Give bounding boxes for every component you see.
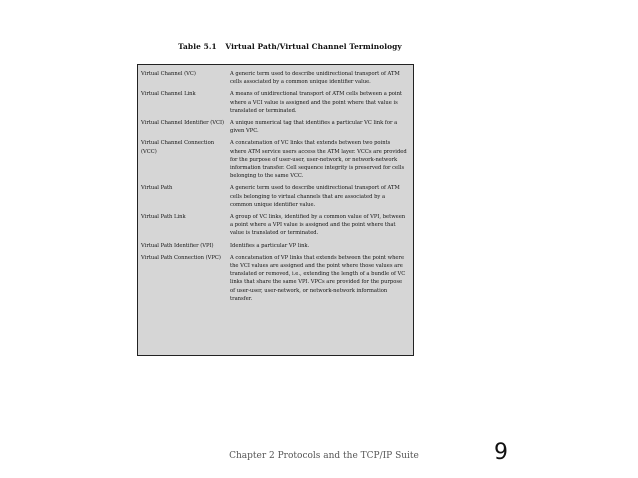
term-cell: Virtual Channel (VC) bbox=[141, 71, 196, 77]
table-rows bbox=[141, 70, 408, 307]
definition-cell: A means of unidirectional transport of ATM cells between a point where a VCI value is assigned and the point where that value is translated or terminated. bbox=[230, 91, 403, 114]
table-number: Table 5.1 bbox=[178, 42, 217, 51]
term-cell: Virtual Path Connection (VPC) bbox=[141, 254, 221, 261]
term-cell: Virtual Channel Connection (VCC) bbox=[141, 140, 215, 155]
definition-cell: Identifies a particular VP link. bbox=[230, 242, 310, 249]
definition-cell: A generic term used to describe unidirectional transport of ATM cells associated by a common unique identifier value. bbox=[230, 71, 400, 86]
definition-cell: A concatenation of VC links that extends between two points where ATM service users access the ATM layer. VCCs are provided for the purpose of user-user, user-network, or network-network information transfer. Cell sequence integrity is preserved for cells belonging to the same VCC. bbox=[230, 140, 407, 180]
chapter-footer: Chapter 2 Protocols and the TCP/IP Suite bbox=[229, 451, 419, 461]
definition-cell: A generic term used to describe unidirectional transport of ATM cells belonging to virtual channels that are associated by a common unique identifier value. bbox=[230, 185, 400, 208]
term-cell: Virtual Path bbox=[141, 185, 173, 192]
table-title bbox=[160, 42, 420, 51]
table-row bbox=[141, 184, 408, 209]
definition-cell: A concatenation of VP links that extends between the point where the VCI values are assigned and the point where those values are translated or removed, i.e., extending the length of a bundle of VC links that share the same VPI. VPCs are provided for the purpose of user-user, user-network, or network-network information transfer. bbox=[230, 254, 406, 302]
table-row bbox=[141, 139, 408, 180]
definition-cell: A unique numerical tag that identifies a particular VC link for a given VPC. bbox=[230, 120, 398, 135]
terminology-table bbox=[137, 64, 414, 356]
definition-cell: A group of VC links, identified by a common value of VPI, between a point where a VPI value is assigned and the point where that value is translated or terminated. bbox=[230, 214, 406, 237]
term-cell: Virtual Path Identifier (VPI) bbox=[141, 242, 214, 249]
term-cell: Virtual Path Link bbox=[141, 214, 186, 221]
table-row bbox=[141, 213, 408, 238]
table-row bbox=[141, 119, 408, 135]
table-row bbox=[141, 242, 408, 250]
term-cell: Virtual Channel Link bbox=[141, 91, 196, 98]
table-row bbox=[141, 254, 408, 303]
table-title-text: Virtual Path/Virtual Channel Terminology bbox=[225, 42, 402, 51]
table-row bbox=[141, 70, 408, 86]
term-cell: Virtual Channel Identifier (VCI) bbox=[141, 120, 225, 127]
page-number: 9 bbox=[494, 440, 508, 465]
table-row bbox=[141, 90, 408, 115]
